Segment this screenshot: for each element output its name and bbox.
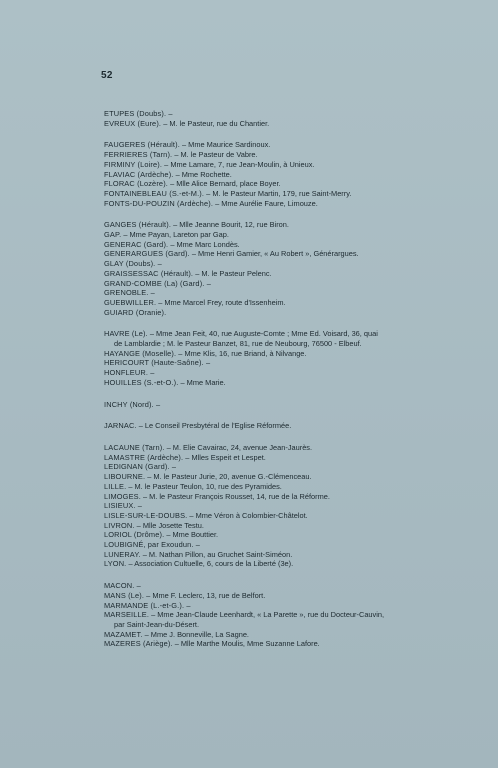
entry-detail: – Mlle Jeanne Bourit, 12, rue Biron. — [171, 220, 289, 230]
entry-place: MANS (Le). — [104, 590, 145, 600]
directory-entry — [104, 639, 438, 649]
directory-entry — [104, 378, 438, 388]
entry-place: HERICOURT (Haute-Saône). – — [104, 358, 211, 368]
entry-place: GUIARD (Oranie). — [104, 307, 167, 317]
directory-entry — [104, 501, 438, 511]
entry-place: LUNERAY. — [104, 549, 141, 559]
entry-place: GENERARGUES (Gard). — [104, 249, 190, 259]
directory-entry — [104, 550, 438, 560]
directory-entry — [104, 530, 438, 540]
directory-entry — [104, 279, 438, 289]
entry-place: HAVRE (Le). — [104, 329, 148, 339]
directory-entry — [104, 453, 438, 463]
entry-place: LIBOURNE. — [104, 472, 146, 482]
entry-continuation: de Lamblardie ; M. le Pasteur Banzet, 81, rue de Neubourg, 76500 - Elbeuf. — [114, 339, 362, 349]
entry-detail: – M. le Pasteur Pelenc. — [193, 268, 272, 278]
directory-entry — [104, 249, 438, 259]
entry-detail: – Mme Klis, 16, rue Briand, à Nilvange. — [176, 348, 307, 358]
directory-entry — [104, 591, 438, 601]
entry-place: GRAND-COMBE (La) (Gard). – — [104, 278, 211, 288]
directory-entry — [104, 421, 438, 431]
entry-detail: – Mme Marie. — [178, 377, 226, 387]
entry-detail: – Mme F. Leclerc, 13, rue de Belfort. — [144, 590, 266, 600]
entry-place: GANGES (Hérault). — [104, 220, 172, 230]
directory-entry — [104, 298, 438, 308]
entry-place: MARMANDE (L.-et-G.). – — [104, 600, 191, 610]
directory-entry — [104, 288, 438, 298]
directory-entry — [104, 259, 438, 269]
entry-detail: – M. le Pasteur de Vabre. — [172, 150, 258, 160]
entry-continuation: par Saint-Jean-du-Désert. — [114, 619, 200, 629]
entry-place: MAZAMET. — [104, 629, 143, 639]
directory-entry — [104, 540, 438, 550]
entry-detail: – Le Conseil Presbytéral de l'Eglise Réformée. — [136, 421, 292, 431]
entry-place: HAYANGE (Moselle). — [104, 348, 177, 358]
directory-group — [104, 400, 438, 410]
entry-detail: – M. le Pasteur Martin, 179, rue Saint-Merry. — [204, 188, 352, 198]
entry-detail: – M. le Pasteur Teulon, 10, rue des Pyramides. — [126, 481, 282, 491]
directory-entry — [104, 329, 438, 348]
entry-place: ETUPES (Doubs). – — [104, 109, 173, 118]
entry-place: LAMASTRE (Ardèche). — [104, 452, 184, 462]
entry-detail: – Mme Marc Londès. — [168, 239, 240, 249]
entry-place: FIRMINY (Loire). — [104, 159, 163, 169]
entry-detail: – Mme J. Bonneville, La Sagne. — [142, 629, 249, 639]
directory-group — [104, 329, 438, 387]
directory-group — [104, 421, 438, 431]
entry-place: JARNAC. — [104, 421, 137, 431]
directory-entry — [104, 581, 438, 591]
directory-entry — [104, 630, 438, 640]
entry-place: LACAUNE (Tarn). — [104, 442, 165, 452]
entry-place: LEDIGNAN (Gard). – — [104, 462, 177, 472]
entry-detail: – Mme Rochette. — [173, 169, 232, 179]
directory-entry — [104, 109, 438, 119]
entry-place: GLAY (Doubs). – — [104, 259, 162, 269]
entry-detail: – Mme Lamare, 7, rue Jean-Moulin, à Unieux. — [162, 159, 315, 169]
directory-entry — [104, 150, 438, 160]
entry-detail: – Mme Jean-Claude Leenhardt, « La Parette », rue du Docteur-Cauvin, — [149, 610, 385, 620]
directory-entry — [104, 521, 438, 531]
entry-detail: – M. Nathan Pillon, au Gruchet Saint-Siméon. — [140, 549, 293, 559]
entry-place: LISLE-SUR-LE-DOUBS. — [104, 510, 188, 520]
entry-detail: – M. le Pasteur, rue du Chantier. — [161, 118, 270, 128]
entry-place: LOUBIGNÉ, par Exoudun. – — [104, 540, 201, 550]
directory-entry — [104, 358, 438, 368]
entry-detail: – Mlle Josette Testu. — [134, 520, 204, 530]
directory-group — [104, 140, 438, 208]
directory-entry — [104, 179, 438, 189]
entry-place: LIMOGES. — [104, 491, 141, 501]
entry-place: MACON. – — [104, 581, 141, 591]
directory-entry — [104, 443, 438, 453]
entry-place: LISIEUX. – — [104, 501, 143, 511]
directory-entry — [104, 610, 438, 629]
directory-entry — [104, 482, 438, 492]
entry-place: LYON. — [104, 559, 127, 569]
directory-group — [104, 220, 438, 317]
directory-entry — [104, 349, 438, 359]
entry-place: HOUILLES (S.-et-O.). — [104, 377, 179, 387]
entry-detail: – Mme Payan, Lareton par Gap. — [121, 230, 229, 240]
entry-place: FONTAINEBLEAU (S.-et-M.). — [104, 188, 205, 198]
entry-detail: – Mme Bouttier. — [164, 530, 219, 540]
entry-place: FLORAC (Lozère). — [104, 179, 169, 189]
entry-place: FERRIERES (Tarn). — [104, 150, 173, 160]
directory-list — [104, 109, 438, 661]
directory-entry — [104, 492, 438, 502]
entry-place: LIVRON. — [104, 520, 135, 530]
entry-detail: – Mlle Marthe Moulis, Mme Suzanne Lafore. — [172, 639, 320, 649]
directory-entry — [104, 400, 438, 410]
directory-entry — [104, 601, 438, 611]
entry-detail: – Mme Jean Feit, 40, rue Auguste-Comte ; Mme Ed. Voisard, 36, quai — [147, 329, 378, 339]
entry-place: EVREUX (Eure). — [104, 118, 162, 128]
directory-entry — [104, 462, 438, 472]
directory-entry — [104, 189, 438, 199]
entry-detail: – Mlles Espeit et Lespet. — [183, 452, 266, 462]
entry-detail: – Mlle Alice Bernard, place Boyer. — [168, 179, 281, 189]
entry-place: GAP. — [104, 230, 122, 240]
entry-place: FLAVIAC (Ardèche). — [104, 169, 174, 179]
directory-group — [104, 443, 438, 569]
directory-entry — [104, 240, 438, 250]
entry-detail: – Mme Henri Gamier, « Au Robert », Générargues. — [189, 249, 359, 259]
entry-detail: – Mme Maurice Sardinoux. — [179, 140, 271, 150]
directory-entry — [104, 559, 438, 569]
entry-place: GENERAC (Gard). — [104, 239, 169, 249]
directory-entry — [104, 220, 438, 230]
directory-entry — [104, 199, 438, 209]
entry-place: MARSEILLE. — [104, 610, 150, 620]
directory-group — [104, 581, 438, 649]
directory-group — [104, 109, 438, 128]
entry-detail: – Mme Aurélie Faure, Limouze. — [213, 198, 318, 208]
entry-detail: – M. le Pasteur François Rousset, 14, rue de la Réforme. — [140, 491, 330, 501]
directory-entry — [104, 230, 438, 240]
directory-entry — [104, 368, 438, 378]
directory-entry — [104, 511, 438, 521]
entry-detail: – M. le Pasteur Jurie, 20, avenue G.-Clémenceau. — [145, 472, 312, 482]
entry-place: GUEBWILLER. — [104, 297, 157, 307]
entry-place: HONFLEUR. – — [104, 368, 155, 378]
directory-entry — [104, 170, 438, 180]
entry-place: FONTS-DU-POUZIN (Ardèche). — [104, 198, 214, 208]
entry-detail: – Mme Véron à Colombier-Châtelot. — [187, 510, 308, 520]
entry-place: FAUGERES (Hérault). — [104, 140, 180, 150]
directory-entry — [104, 119, 438, 129]
directory-entry — [104, 160, 438, 170]
directory-entry — [104, 308, 438, 318]
entry-place: INCHY (Nord). – — [104, 399, 161, 409]
directory-entry — [104, 269, 438, 279]
entry-place: LORIOL (Drôme). — [104, 530, 165, 540]
entry-place: GRENOBLE. – — [104, 288, 155, 298]
entry-detail: – Association Cultuelle, 6, cours de la Liberté (3e). — [126, 559, 294, 569]
entry-detail: – Mme Marcel Frey, route d'Issenheim. — [156, 297, 286, 307]
directory-entry — [104, 472, 438, 482]
entry-place: GRAISSESSAC (Hérault). — [104, 268, 194, 278]
page-number: 52 — [101, 70, 113, 81]
directory-entry — [104, 140, 438, 150]
entry-place: MAZERES (Ariège). — [104, 639, 173, 649]
entry-detail: – M. Elie Cavairac, 24, avenue Jean-Jaurès. — [164, 442, 313, 452]
entry-place: LILLE. — [104, 481, 127, 491]
